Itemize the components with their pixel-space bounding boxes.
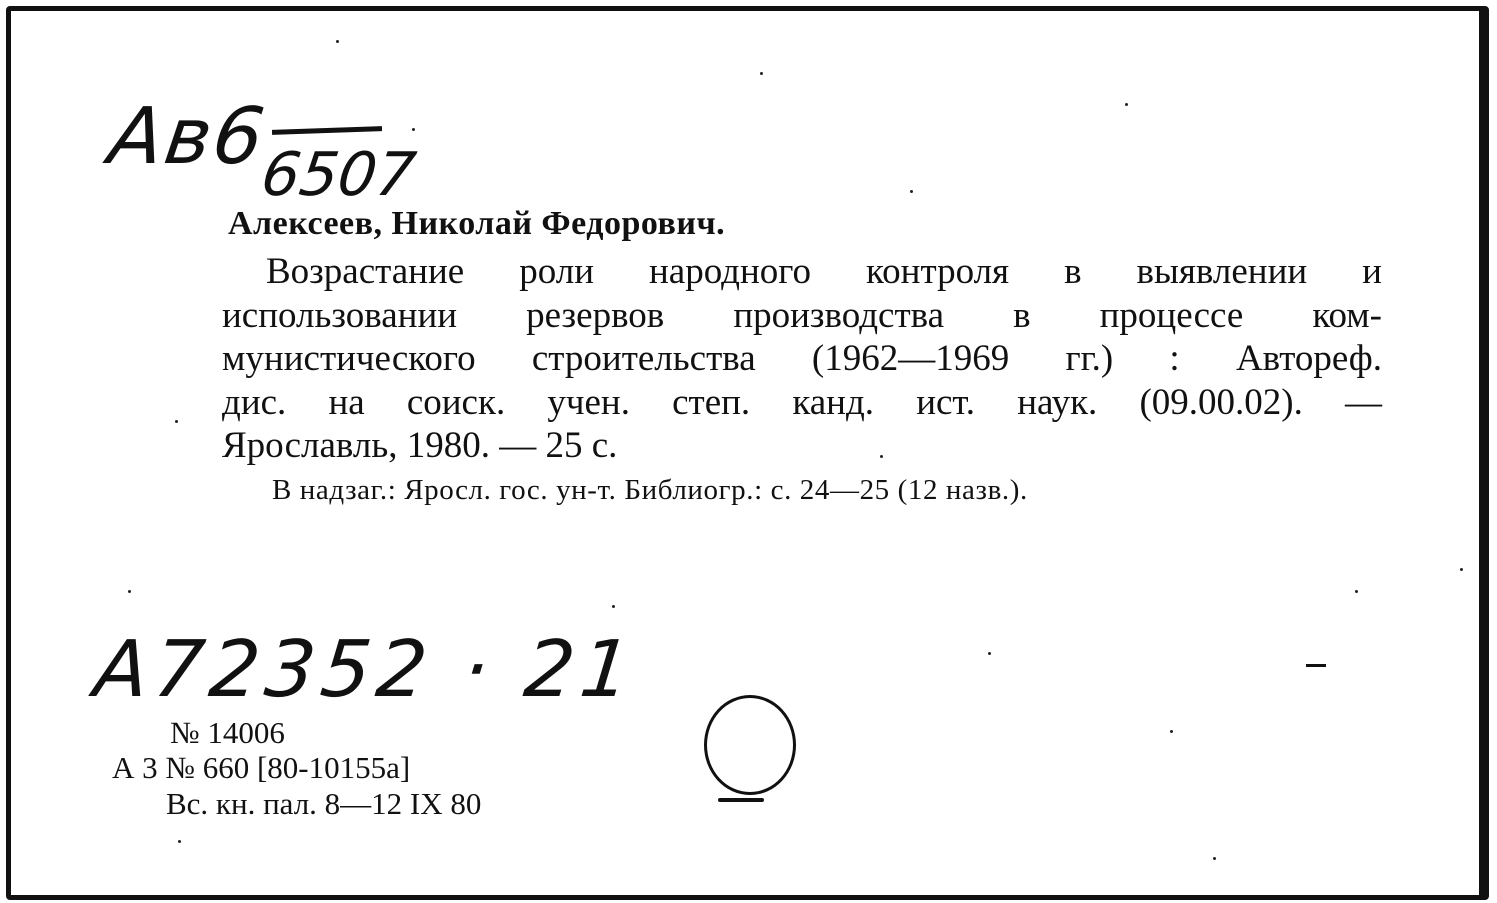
paper-speck bbox=[1460, 568, 1463, 571]
title-line: Ярославль, 1980. — 25 с. bbox=[222, 425, 618, 466]
paper-speck bbox=[1213, 857, 1216, 860]
imprint-line: А 3 № 660 [80-10155а] bbox=[112, 750, 411, 785]
imprint-line: № 14006 bbox=[170, 715, 285, 750]
paper-speck bbox=[175, 420, 178, 423]
stamp-underline bbox=[718, 798, 764, 802]
title-line: использовании резервов производства в процессе ком- bbox=[222, 294, 1382, 336]
paper-speck bbox=[1170, 730, 1173, 733]
bibliographic-note: В надзаг.: Яросл. гос. ун-т. Библиогр.: с. 24—25 (12 назв.). bbox=[272, 474, 1028, 506]
title-description bbox=[222, 250, 1382, 468]
paper-speck bbox=[880, 455, 883, 458]
paper-speck bbox=[178, 840, 181, 843]
author-heading: Алексеев, Николай Федорович. bbox=[228, 205, 726, 242]
paper-speck bbox=[412, 128, 415, 131]
circle-stamp bbox=[704, 695, 796, 795]
title-line: дис. на соиск. учен. степ. канд. ист. наук. (09.00.02). — bbox=[222, 381, 1382, 423]
inventory-number: А72352 · 21 bbox=[90, 625, 641, 715]
imprint-line: Вс. кн. пал. 8—12 IX 80 bbox=[166, 786, 482, 821]
card-edge bbox=[1479, 6, 1484, 896]
paper-speck bbox=[612, 605, 615, 608]
title-line: Возрастание роли народного контроля в выявлении и bbox=[266, 251, 1382, 292]
paper-speck bbox=[1125, 103, 1128, 106]
paper-speck bbox=[1355, 590, 1358, 593]
paper-speck bbox=[988, 652, 991, 655]
shelf-mark-prefix: Ав6 bbox=[103, 92, 272, 182]
paper-speck bbox=[910, 190, 913, 193]
margin-dash bbox=[1306, 664, 1326, 667]
title-line: мунистического строительства (1962—1969 гг.) : Автореф. bbox=[222, 338, 1382, 379]
paper-speck bbox=[128, 590, 131, 593]
shelf-mark-number: 6507 bbox=[257, 140, 420, 210]
paper-speck bbox=[760, 72, 763, 75]
paper-speck bbox=[336, 40, 339, 43]
